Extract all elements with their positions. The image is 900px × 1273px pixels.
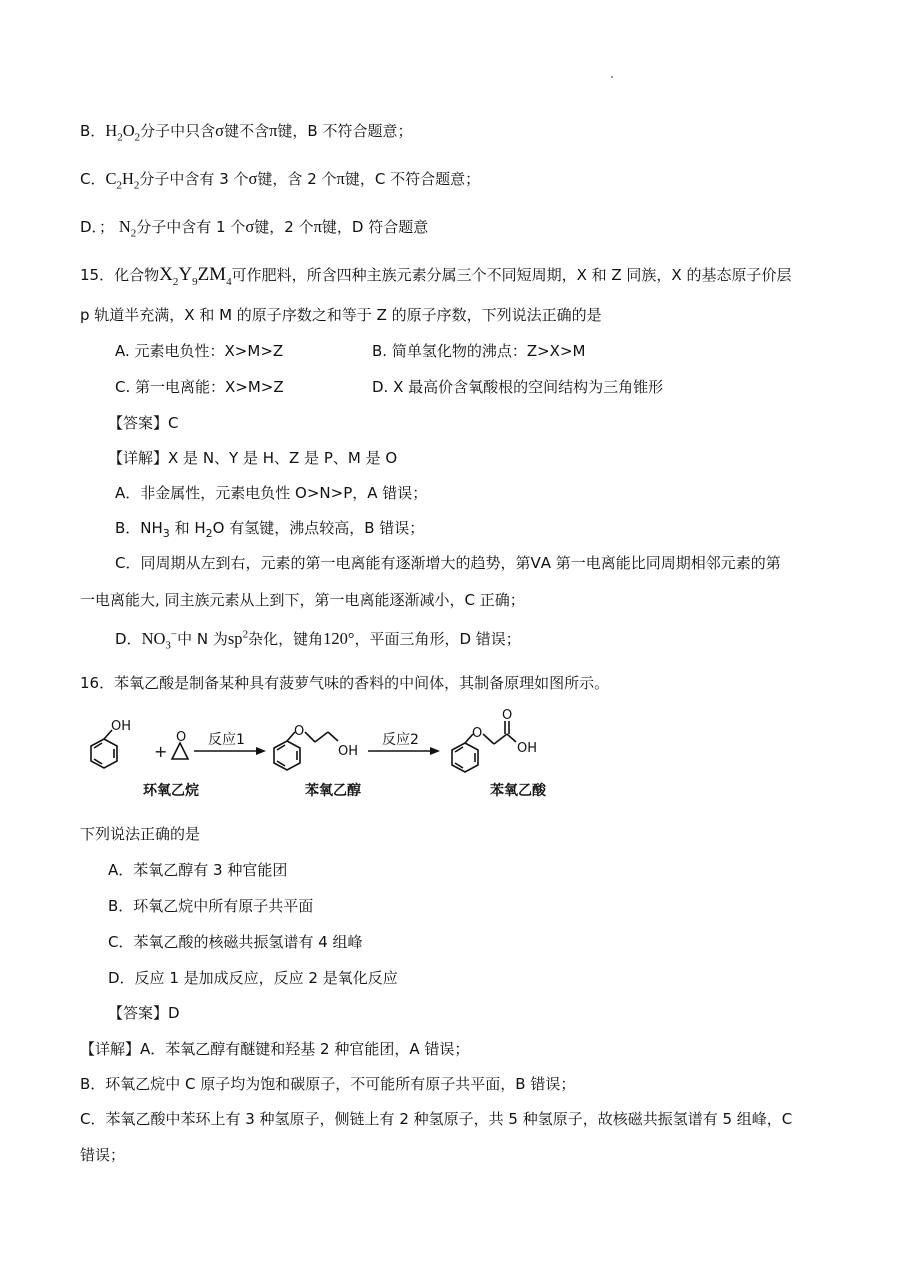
phenoxyethanol-structure [274,732,338,770]
q15-option-b: B. 简单氢化物的沸点：Z>X>M [372,342,586,360]
plus-sign: + [154,742,168,761]
q16-option-b: B．环氧乙烷中所有原子共平面 [108,897,314,915]
q16-option-a: A．苯氧乙醇有 3 种官能团 [108,861,288,879]
q16-option-c: C．苯氧乙酸的核磁共振氢谱有 4 组峰 [108,933,363,951]
q15-stem-line2: p 轨道半充满，X 和 M 的原子序数之和等于 Z 的原子序数，下列说法正确的是 [80,306,602,324]
q15-option-c: C. 第一电离能：X>M>Z [115,378,284,396]
reaction-scheme [70,705,590,805]
q16-option-d: D．反应 1 是加成反应，反应 2 是氧化反应 [108,969,398,987]
arrow-2-head [430,747,440,755]
epoxide-o-label: O [176,730,187,745]
q14-option-c: C．$C_2H_2$分子中含有 3 个σ键，含 2 个π键，C 不符合题意； [80,169,481,192]
epoxide-ring [172,743,188,759]
q15-answer: 【答案】C [108,414,179,432]
stray-dot [611,76,613,78]
acid-oh-label: OH [517,741,538,756]
q16-explain-c-line1: C．苯氧乙酸中苯环上有 3 种氢原子，侧链上有 2 种氢原子，共 5 种氢原子，故核磁共振氢谱有 5 组峰，C [80,1110,793,1128]
phenol-oh-label: OH [111,719,132,734]
q15-detail: 【详解】X 是 N、Y 是 H、Z 是 P、M 是 O [108,449,398,467]
q15-option-d: D. X 最高价含氧酸根的空间结构为三角锥形 [372,378,664,396]
q16-answer: 【答案】D [108,1004,180,1022]
q15-explain-c-line1: C．同周期从左到右，元素的第一电离能有逐渐增大的趋势，第ⅤA 第一电离能比同周期相邻元素的第 [115,554,781,572]
epoxide-name: 环氧乙烷 [143,783,199,799]
q16-prompt: 下列说法正确的是 [80,825,201,843]
q14-option-d: D．； $N_2$分子中含有 1 个σ键，2 个π键，D 符合题意 [80,217,429,240]
q15-explain-d: D．$NO_3^-$中 N 为$sp^2$杂化，键角120°，平面三角形，D 错误； [115,628,521,652]
phenoxyacetic-acid-structure [452,721,516,772]
q15-option-a: A. 元素电负性：X>M>Z [115,342,284,360]
q15-explain-c-line2: 一电离能大, 同主族元素从上到下，第一电离能逐渐减小，C 正确； [80,591,525,609]
alcohol-o-label: O [294,724,305,739]
reaction1-label: 反应1 [208,732,245,748]
q16-explain-a: 【详解】A．苯氧乙醇有醚键和羟基 2 种官能团，A 错误； [80,1040,470,1058]
q16-explain-b: B．环氧乙烷中 C 原子均为饱和碳原子，不可能所有原子共平面，B 错误； [80,1075,576,1093]
alcohol-oh-label: OH [338,744,359,759]
reaction2-label: 反应2 [382,732,419,748]
q16-stem: 16．苯氧乙酸是制备某种具有菠萝气味的香料的中间体，其制备原理如图所示。 [80,674,610,692]
q15-explain-a: A．非金属性，元素电负性 O>N>P，A 错误； [115,484,428,502]
q16-explain-c-line2: 错误； [80,1146,126,1164]
q14-option-b: B．$H_2O_2$分子中只含σ键不含π键，B 不符合题意； [80,121,413,144]
alcohol-name: 苯氧乙醇 [305,783,361,799]
arrow-1-head [256,747,266,755]
phenol-benzene-ring [91,730,117,768]
q15-stem-line1: 15．化合物$X_2Y_9ZM_4$可作肥料，所含四种主族元素分属三个不同短周期，X 和 Z 同族，X 的基态原子价层 [80,264,792,288]
acid-name: 苯氧乙酸 [490,783,546,799]
q15-explain-b: B．$NH_3$ 和 $H_2O$ 有氢键，沸点较高，B 错误； [115,519,425,540]
acid-carbonyl-o-label: O [502,708,513,723]
acid-ether-o-label: O [472,726,483,741]
